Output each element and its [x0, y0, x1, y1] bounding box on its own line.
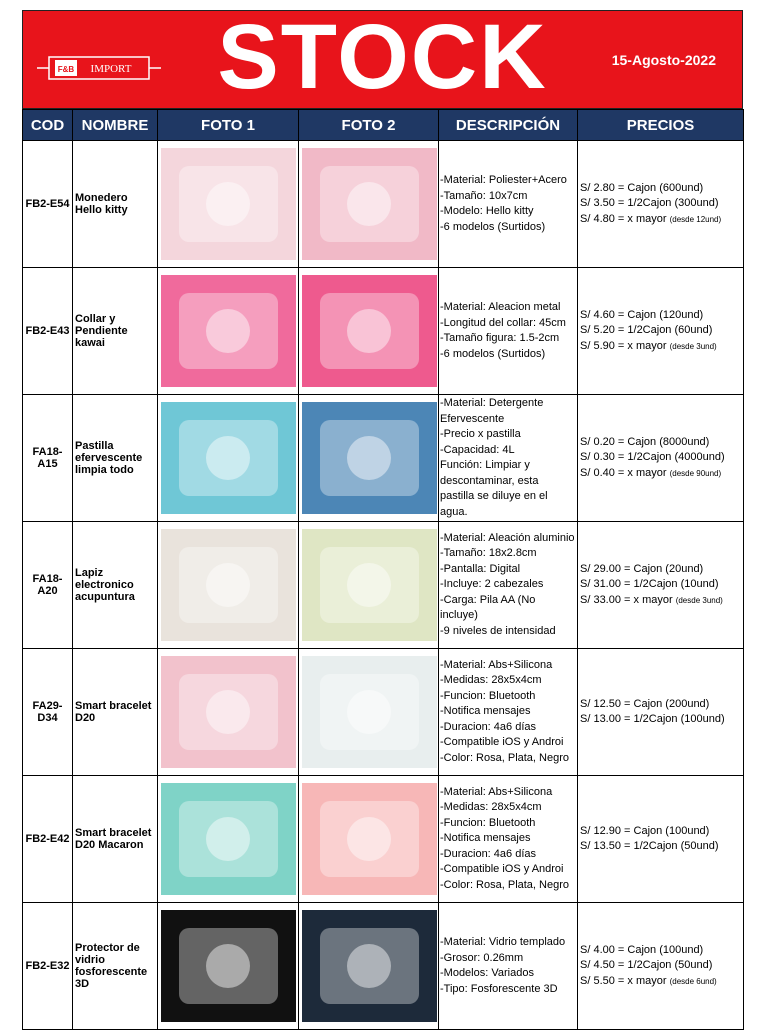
table-header-row: [23, 110, 744, 141]
price-line: [580, 958, 741, 974]
description-line: -6 modelos (Surtidos): [440, 220, 546, 233]
product-photo-2: [299, 141, 439, 268]
price-text: S/ 29.00 = Cajon (20und): [580, 562, 704, 575]
product-description: [439, 903, 578, 1030]
product-photo-image: [161, 275, 296, 387]
product-description: [439, 776, 578, 903]
product-photo-2: [299, 395, 439, 522]
header-banner: [22, 6, 743, 109]
description-line: -Carga: Pila AA (No: [440, 593, 536, 606]
col-precios: PRECIOS: [578, 110, 744, 141]
price-line: [580, 308, 741, 324]
description-line: -6 modelos (Surtidos): [440, 347, 546, 360]
price-text: S/ 4.50 = 1/2Cajon (50und): [580, 959, 713, 972]
description-line: -Material: Detergente: [440, 397, 544, 409]
description-line: -Tamaño: 10x7cm: [440, 189, 528, 202]
product-photo-image: [302, 656, 437, 768]
description-line: -Longitud del collar: 45cm: [440, 316, 566, 329]
product-name: Collar y Pendiente kawai: [73, 268, 158, 395]
product-name: Pastilla efervescente limpia todo: [73, 395, 158, 522]
table-row: [23, 395, 744, 522]
description-line: -Material: Abs+Silicona: [440, 658, 553, 671]
price-note: (desde 12und): [669, 214, 722, 224]
product-photo-1: [158, 903, 299, 1030]
price-text: S/ 4.60 = Cajon (120und): [580, 308, 704, 321]
product-prices: [578, 649, 744, 776]
product-prices: [578, 395, 744, 522]
description-line: -Tipo: Fosforescente 3D: [440, 982, 558, 995]
description-line: pastilla se diluye en el: [440, 490, 548, 502]
description-line: -Tamaño: 18x2.8cm: [440, 547, 537, 560]
product-photo-1: [158, 141, 299, 268]
description-line: -Material: Poliester+Acero: [440, 174, 567, 186]
price-line: [580, 943, 741, 959]
price-text: S/ 5.50 = x mayor: [580, 974, 670, 987]
col-nombre: NOMBRE: [73, 110, 158, 141]
price-line: [580, 435, 741, 451]
price-line: [580, 824, 741, 840]
description-line: -Compatible iOS y Androi: [440, 863, 564, 876]
table-row: [23, 776, 744, 903]
product-name: Monedero Hello kitty: [73, 141, 158, 268]
price-line: [580, 339, 741, 355]
table-row: [23, 522, 744, 649]
product-photo-1: [158, 522, 299, 649]
price-text: S/ 0.20 = Cajon (8000und): [580, 435, 710, 448]
description-line: -Duracion: 4a6 días: [440, 720, 536, 733]
product-description: [439, 395, 578, 522]
description-line: descontaminar, esta: [440, 474, 539, 487]
description-line: -Grosor: 0.26mm: [440, 951, 524, 964]
price-text: S/ 13.50 = 1/2Cajon (50und): [580, 840, 719, 852]
description-line: -Duracion: 4a6 días: [440, 847, 536, 860]
product-photo-1: [158, 776, 299, 903]
price-text: S/ 2.80 = Cajon (600und): [580, 181, 704, 194]
product-code: FB2-E32: [23, 903, 73, 1030]
product-name: Lapiz electronico acupuntura: [73, 522, 158, 649]
price-line: [580, 562, 741, 578]
description-line: -Color: Rosa, Plata, Negro: [440, 751, 569, 764]
description-line: -Material: Aleación aluminio: [440, 531, 575, 544]
product-code: FA29-D34: [23, 649, 73, 776]
description-line: -Medidas: 28x5x4cm: [440, 801, 542, 814]
price-text: S/ 31.00 = 1/2Cajon (10und): [580, 578, 719, 591]
price-note: (desde 6und): [669, 976, 717, 986]
product-photo-image: [302, 148, 437, 260]
logo-badge: F&B: [57, 65, 75, 74]
price-line: [580, 196, 741, 212]
col-cod: COD: [23, 110, 73, 141]
product-photo-2: [299, 649, 439, 776]
price-line: [580, 593, 741, 609]
product-photo-image: [302, 402, 437, 514]
product-code: FB2-E54: [23, 141, 73, 268]
product-code: FB2-E42: [23, 776, 73, 903]
product-photo-1: [158, 268, 299, 395]
description-line: Efervescente: [440, 412, 505, 425]
price-note: (desde 90und): [669, 468, 722, 478]
description-line: agua.: [440, 505, 468, 518]
stock-sheet: [22, 6, 743, 1030]
product-photo-image: [161, 910, 296, 1022]
description-line: -9 niveles de intensidad: [440, 624, 556, 637]
price-line: [580, 577, 741, 593]
description-line: -Notifica mensajes: [440, 832, 531, 845]
price-line: [580, 450, 741, 466]
description-line: -Material: Vidrio templado: [440, 936, 566, 948]
description-line: -Notifica mensajes: [440, 705, 531, 718]
stock-date: 15-Agosto-2022: [611, 52, 716, 68]
product-code: FA18-A15: [23, 395, 73, 522]
description-line: incluye): [440, 609, 478, 622]
product-description: [439, 268, 578, 395]
price-note: (desde 3und): [669, 341, 717, 351]
product-prices: [578, 776, 744, 903]
description-line: -Material: Abs+Silicona: [440, 785, 553, 798]
product-prices: [578, 268, 744, 395]
price-text: S/ 13.00 = 1/2Cajon (100und): [580, 713, 725, 725]
description-line: -Material: Aleacion metal: [440, 301, 561, 313]
stock-table: [22, 109, 744, 1030]
description-line: -Modelos: Variados: [440, 967, 534, 979]
price-line: [580, 712, 741, 728]
description-line: -Funcion: Bluetooth: [440, 689, 536, 702]
product-photo-1: [158, 649, 299, 776]
product-code: FA18-A20: [23, 522, 73, 649]
product-prices: [578, 522, 744, 649]
col-foto2: FOTO 2: [299, 110, 439, 141]
table-row: [23, 141, 744, 268]
product-photo-image: [161, 783, 296, 895]
price-line: [580, 181, 741, 197]
description-line: -Pantalla: Digital: [440, 562, 521, 575]
price-line: [580, 323, 741, 339]
description-line: -Modelo: Hello kitty: [440, 205, 534, 217]
product-name: Smart bracelet D20: [73, 649, 158, 776]
product-photo-image: [302, 529, 437, 641]
price-text: S/ 12.90 = Cajon (100und): [580, 824, 710, 837]
product-description: [439, 141, 578, 268]
product-photo-2: [299, 268, 439, 395]
product-description: [439, 649, 578, 776]
product-photo-1: [158, 395, 299, 522]
price-text: S/ 0.40 = x mayor: [580, 466, 670, 479]
description-line: -Color: Rosa, Plata, Negro: [440, 878, 569, 891]
price-text: S/ 4.80 = x mayor: [580, 212, 670, 225]
price-text: S/ 0.30 = 1/2Cajon (4000und): [580, 451, 725, 464]
page-title: STOCK: [217, 6, 548, 108]
product-code: FB2-E43: [23, 268, 73, 395]
price-text: S/ 3.50 = 1/2Cajon (300und): [580, 197, 719, 210]
description-line: -Capacidad: 4L: [440, 443, 515, 456]
col-foto1: FOTO 1: [158, 110, 299, 141]
price-line: [580, 974, 741, 990]
product-photo-image: [302, 275, 437, 387]
description-line: -Tamaño figura: 1.5-2cm: [440, 332, 560, 344]
price-line: [580, 839, 741, 855]
product-photo-image: [161, 656, 296, 768]
product-name: Protector de vidrio fosforescente 3D: [73, 903, 158, 1030]
product-photo-image: [302, 910, 437, 1022]
product-photo-2: [299, 522, 439, 649]
product-photo-2: [299, 903, 439, 1030]
logo-text: IMPORT: [90, 63, 132, 75]
price-text: S/ 5.90 = x mayor: [580, 339, 670, 352]
table-row: [23, 903, 744, 1030]
price-line: [580, 697, 741, 713]
price-text: S/ 4.00 = Cajon (100und): [580, 943, 704, 956]
price-text: S/ 12.50 = Cajon (200und): [580, 697, 710, 710]
price-text: S/ 33.00 = x mayor: [580, 593, 676, 606]
product-photo-image: [161, 402, 296, 514]
description-line: -Incluye: 2 cabezales: [440, 578, 544, 591]
price-text: S/ 5.20 = 1/2Cajon (60und): [580, 324, 713, 337]
product-description: [439, 522, 578, 649]
price-note: (desde 3und): [675, 595, 723, 605]
table-row: [23, 268, 744, 395]
product-prices: [578, 903, 744, 1030]
description-line: Función: Limpiar y: [440, 459, 530, 471]
product-photo-image: [161, 529, 296, 641]
product-prices: [578, 141, 744, 268]
product-photo-image: [302, 783, 437, 895]
product-photo-image: [161, 148, 296, 260]
product-photo-2: [299, 776, 439, 903]
product-name: Smart bracelet D20 Macaron: [73, 776, 158, 903]
col-descripcion: DESCRIPCIÓN: [439, 110, 578, 141]
price-line: [580, 212, 741, 228]
description-line: -Medidas: 28x5x4cm: [440, 674, 542, 687]
description-line: -Funcion: Bluetooth: [440, 816, 536, 829]
price-line: [580, 466, 741, 482]
description-line: -Precio x pastilla: [440, 428, 521, 440]
table-row: [23, 649, 744, 776]
description-line: -Compatible iOS y Androi: [440, 736, 564, 749]
